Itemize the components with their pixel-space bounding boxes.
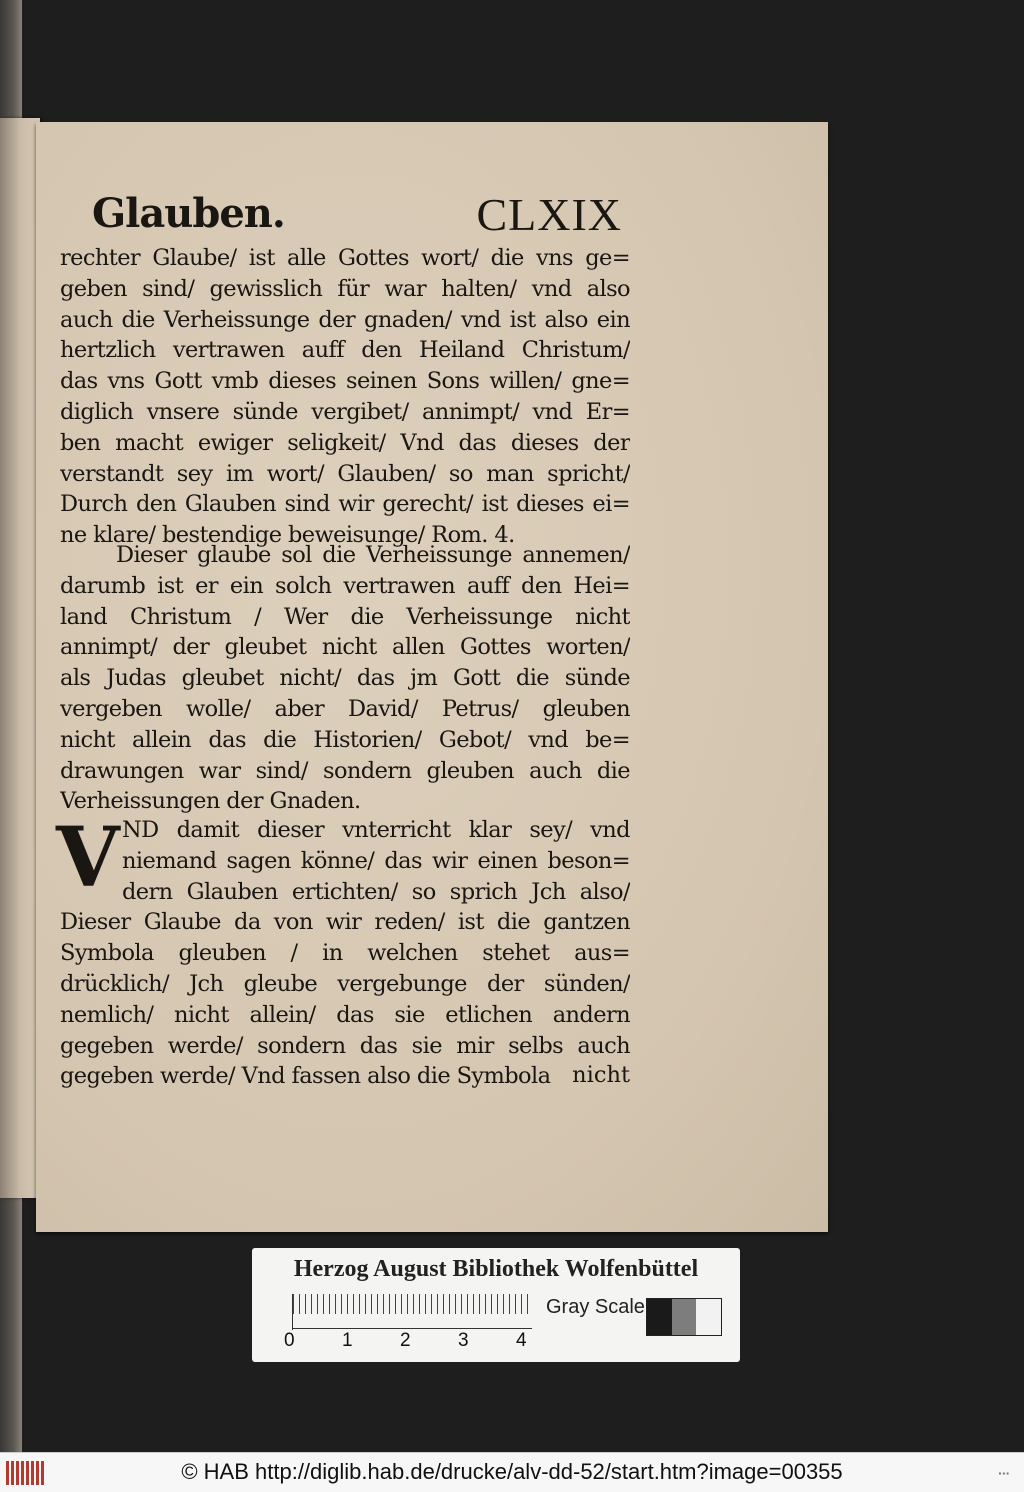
text-line: ne klare/ bestendige beweisunge/ Rom. 4. [60,522,515,549]
text-line: auch die Verheissunge der gnaden/ vnd ist also ein [60,306,630,333]
running-head: Glauben. [92,190,285,237]
paragraph-2 [60,540,630,817]
text-line: Dieser glaube sol die Verheissunge annemen/ [116,542,630,568]
text-line: darumb ist er ein solch vertrawen auff den Hei= [60,572,630,599]
text-line: gegeben werde/ Vnd fassen also die Symbola [60,1063,551,1090]
text-line: hertzlich vertrawen auff den Heiland Christum/ [60,337,630,364]
ruler-number: 0 [284,1330,295,1351]
text-line: vergeben wolle/ aber David/ Petrus/ gleuben [60,695,630,722]
text-line: als Judas gleubet nicht/ das jm Gott die sünde [60,665,630,692]
text-line: verstandt sey im wort/ Glauben/ so man spricht/ [60,460,630,487]
text-line: ND damit dieser vnterricht klar sey/ vnd [122,817,630,843]
gray-scale-label: Gray Scale [546,1296,645,1318]
paragraph-3 [56,810,630,1092]
previous-page-edge [0,118,40,1198]
scale-ruler [292,1294,533,1330]
viewer-mark-icon: ▪▪▪ [998,1469,1010,1478]
text-line: gegeben werde/ sondern das sie mir selbs auch [60,1032,630,1059]
text-line: ben macht ewiger seligkeit/ Vnd das dieses der [60,429,630,456]
target-title: Herzog August Bibliothek Wolfenbüttel [293,1256,699,1282]
ruler-numbers [284,1330,584,1354]
initial-letter: V [56,810,120,906]
footer-bar [0,1452,1024,1492]
ruler-baseline [292,1328,532,1329]
copyright-link[interactable]: © HAB http://diglib.hab.de/drucke/alv-dd-52/start.htm?image=00355 [181,1459,843,1484]
gray-scale-swatches [646,1298,722,1336]
text-line: nemlich/ nicht allein/ das sie etlichen andern [60,1001,630,1028]
color-target-card [252,1248,740,1362]
text-line: nicht allein das die Historien/ Gebot/ vnd be= [60,726,630,753]
ruler-number: 3 [458,1330,469,1351]
ruler-number: 2 [400,1330,411,1351]
ruler-number: 1 [342,1330,353,1351]
text-line: Symbola gleuben / in welchen stehet aus= [60,940,630,967]
text-line: Dieser Glaube da von wir reden/ ist die gantzen [60,909,630,936]
gray-swatch [696,1299,721,1335]
gray-swatch [672,1299,697,1335]
text-line: Durch den Glauben sind wir gerecht/ ist dieses ei= [60,491,630,518]
text-line: das vns Gott vmb dieses seinen Sons willen/ gne= [60,368,630,395]
text-line: dern Glauben ertichten/ so sprich Jch also/ [122,878,630,905]
text-line: drawungen war sind/ sondern gleuben auch die [60,757,630,784]
text-line: niemand sagen könne/ das wir einen beson= [122,847,630,874]
text-line: land Christum / Wer die Verheissunge nicht [60,603,630,630]
text-line: drücklich/ Jch gleube vergebunge der sünden/ [60,970,630,997]
text-line: diglich vnsere sünde vergibet/ annimpt/ vnd Er= [60,398,630,425]
text-line: annimpt/ der gleubet nicht allen Gottes worten/ [60,634,630,661]
ruler-number: 4 [516,1330,527,1351]
text-line: geben sind/ gewisslich für war halten/ vnd also [60,275,630,302]
catchword: nicht [572,1062,630,1088]
gray-swatch [647,1299,672,1335]
text-line: Verheissungen der Gnaden. [60,788,361,815]
folio-number: CLXIX [476,189,622,240]
paragraph-1 [60,243,630,551]
page-header [92,188,622,244]
text-line: rechter Glaube/ ist alle Gottes wort/ die vns ge= [60,245,630,271]
